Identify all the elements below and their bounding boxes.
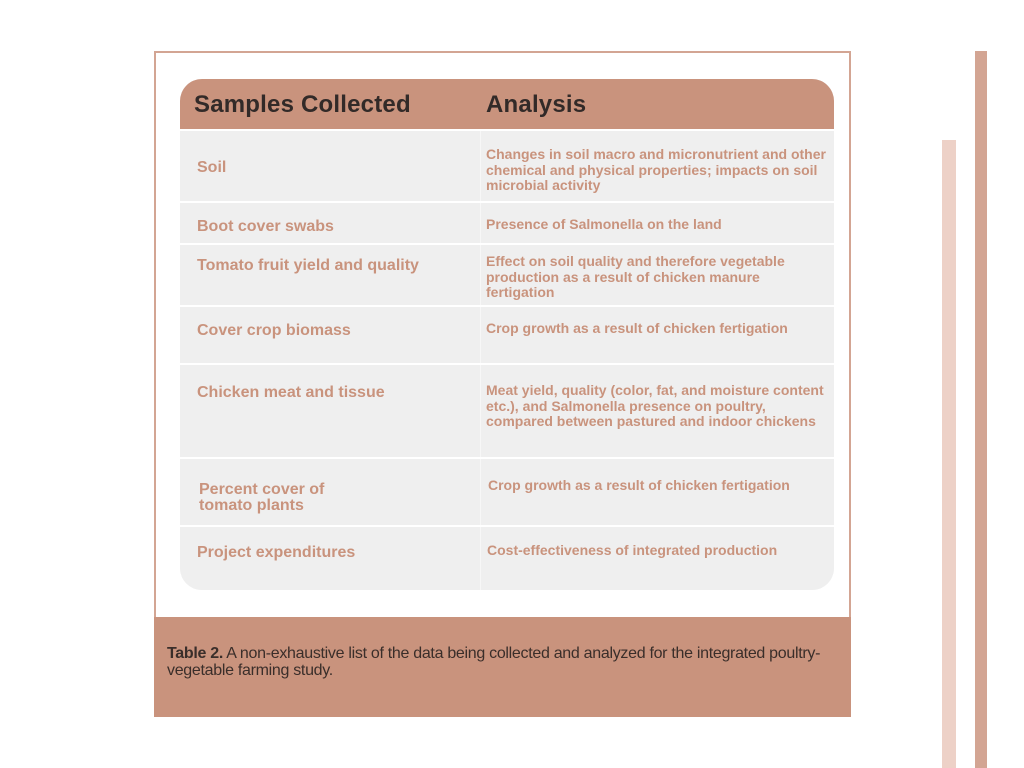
table-row	[180, 363, 834, 459]
data-table	[180, 79, 834, 590]
table-row	[180, 243, 834, 307]
analysis-cell: Presence of Salmonella on the land	[486, 216, 722, 232]
analysis-cell: Meat yield, quality (color, fat, and moisture content etc.), and Salmonella presence on poultry, compared between pastured and indoor chickens	[486, 382, 824, 429]
caption-text: A non-exhaustive list of the data being collected and analyzed for the integrated poultry-vegetable farming study.	[167, 645, 821, 679]
table-row	[180, 129, 834, 203]
sample-cell: Percent cover of tomato plants	[199, 481, 325, 514]
sample-cell: Tomato fruit yield and quality	[197, 257, 419, 274]
caption-label: Table 2.	[167, 645, 223, 662]
sample-cell: Project expenditures	[197, 544, 356, 561]
analysis-cell: Effect on soil quality and therefore vegetable production as a result of chicken manure fertigation	[486, 253, 785, 300]
analysis-cell: Changes in soil macro and micronutrient and other chemical and physical properties; impacts on soil microbial activity	[486, 146, 826, 193]
header-analysis: Analysis	[486, 91, 587, 118]
sample-cell: Soil	[197, 159, 227, 176]
sample-cell: Chicken meat and tissue	[197, 384, 385, 401]
sample-cell: Cover crop biomass	[197, 322, 351, 339]
table-header	[180, 79, 834, 131]
decorative-stripe-light	[942, 140, 956, 768]
analysis-cell: Cost-effectiveness of integrated production	[487, 542, 778, 558]
table-row	[180, 525, 834, 590]
table-row	[180, 201, 834, 245]
table-row	[180, 305, 834, 365]
table-caption	[167, 645, 837, 679]
sample-cell: Boot cover swabs	[197, 218, 334, 235]
header-samples-collected: Samples Collected	[194, 91, 411, 118]
table-row	[180, 457, 834, 527]
analysis-cell: Crop growth as a result of chicken fertigation	[486, 320, 788, 336]
decorative-stripe-dark	[975, 51, 987, 768]
caption-bar	[154, 617, 851, 717]
analysis-cell: Crop growth as a result of chicken fertigation	[488, 477, 790, 493]
